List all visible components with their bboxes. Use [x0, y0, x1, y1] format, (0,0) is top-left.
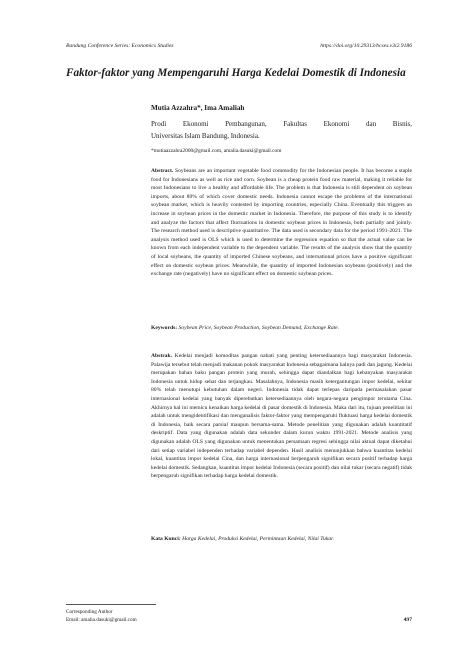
corresponding-author-email[interactable]: Email: amalia.dasuki@gmail.com	[66, 616, 137, 623]
affiliation	[151, 119, 412, 142]
keywords-indonesian	[151, 535, 412, 544]
abstract-english-label: Abstract.	[151, 168, 175, 174]
abstract-indonesian	[151, 352, 412, 481]
keywords-english	[151, 324, 412, 333]
keywords-english-label: Keywords:	[151, 325, 179, 331]
corresponding-author-note	[66, 609, 137, 624]
abstract-english-text: Soybeans are an important vegetable food commodity for the Indonesian people. It has become a staple food for Indonesians as well as rice and corn. Soybean is a cheap protein food raw material, making it reliable for most Indonesians to live a healthy and affordable life. The problem is that Indonesia is still dependent on soybean imports, about 80% of which cover domestic needs. Indonesia cannot escape the problems of the international soybean market, which is heavily contested by importing countries, especially China. Eventually this triggers an increase in soybean prices in the domestic market in Indonesia. Therefore, the purpose of this study is to identify and analyze the factors that affect fluctuations in domestic soybean prices in Indonesia, both partially and jointly. The research method used is descriptive quantitative. The data used is secondary data for the period 1991-2021. The analysis method used is OLS which is used to determine the regression equation so that the actual value can be known from each independent variable to the dependent variable. The results of the analysis show that the quantity of local soybeans, the quantity of imported Chinese soybeans, and international prices have a positive significant effect on domestic soybean prices. Meanwhile, the quantity of imported Indonesian soybeans (positively) and the exchange rate (negatively) have no significant effect on domestic soybean prices.	[151, 168, 412, 278]
abstract-english	[151, 167, 412, 279]
keywords-indonesian-label: Kata Kunci:	[151, 536, 183, 542]
author-list: Mutia Azzahra*, Ima Amaliah	[151, 104, 245, 112]
footnote-divider	[66, 604, 156, 605]
running-header	[66, 43, 412, 49]
corresponding-author-label: Corresponding Author	[66, 609, 113, 615]
paper-title: Faktor-faktor yang Mempengaruhi Harga Kedelai Domestik di Indonesia	[66, 67, 406, 79]
affiliation-line-2: Universitas Islam Bandung, Indonesia.	[151, 131, 260, 140]
journal-name: Bandung Conference Series: Economics Studies	[66, 43, 174, 49]
abstract-indonesian-text: Kedelai menjadi komoditas pangan nabati yang penting ketersediaannya bagi masyarakat Indonesia. Palawija tersebut telah menjadi makanan pokok masyarakat Indonesia sebagaimana halnya padi dan jagung. Kedelai merupakan bahan baku pangan protein yang murah, sehingga dapat diandalkan bagi kebanyakan masyarakat Indonesia untuk hidup sehat dan terjangkau. Masalahnya, Indonesia masih ketergantungan impor kedelai, sekitar 80% telah menutupi kebutuhan dalam negeri. Indonesia tidak dapat terlepas daripada permasalahan pasar internasional kedelai yang banyak diperebutkan ketersediaannya oleh negara-negara pengimpor terutama Cina. Akhirnya hal ini memicu kenaikan harga kedelai di pasar domestik di Indonesia. Maka dari itu, tujuan penelitian ini adalah untuk mengidentifikasi dan menganalisis faktor-faktor yang mempengaruhi fluktuasi harga kedelai domestik di Indonesia, baik secara parsial maupun bersama-sama. Metode penelitian yang digunakan adalah kuantitatif deskriptif. Data yang digunakan adalah data sekunder dalam kurun waktu 1991-2021. Metode analisis yang digunakan adalah OLS yang digunakan untuk menentukan persamaan regresi sehingga nilai aktual dapat diketahui dari setiap variabel independen terhadap variabel dependen. Hasil analisis menunjukkan bahwa kuantitas kedelai lokal, kuantitas impor kedelai Cina, dan harga internasional berpengaruh signifikan secara positif terhadap harga kedelai domestik. Sedangkan, kuantitas impor kedelai Indonesia (secara positif) dan nilai tukar (secara negatif) tidak berpengaruh signifikan terhadap harga kedelai domestik.	[151, 353, 412, 480]
doi-link[interactable]: https://doi.org/10.29313/bcses.v3i2.9186	[320, 43, 412, 49]
keywords-english-text: Soybean Price, Soybean Production, Soybean Demand, Exchange Rate.	[178, 325, 340, 331]
keywords-indonesian-text: Harga Kedelai, Produksi Kedelai, Permintaan Kedelai, Nilai Tukar.	[182, 536, 335, 542]
affiliation-line-1: Prodi Ekonomi Pembangunan, Fakultas Ekonomi dan Bisnis,	[151, 120, 412, 128]
abstract-indonesian-label: Abstrak.	[151, 353, 175, 359]
page-number: 497	[403, 617, 412, 623]
author-emails[interactable]: *mutiaazzahra2000@gmail.com, amalia.dasuki@gmail.com	[151, 148, 282, 154]
